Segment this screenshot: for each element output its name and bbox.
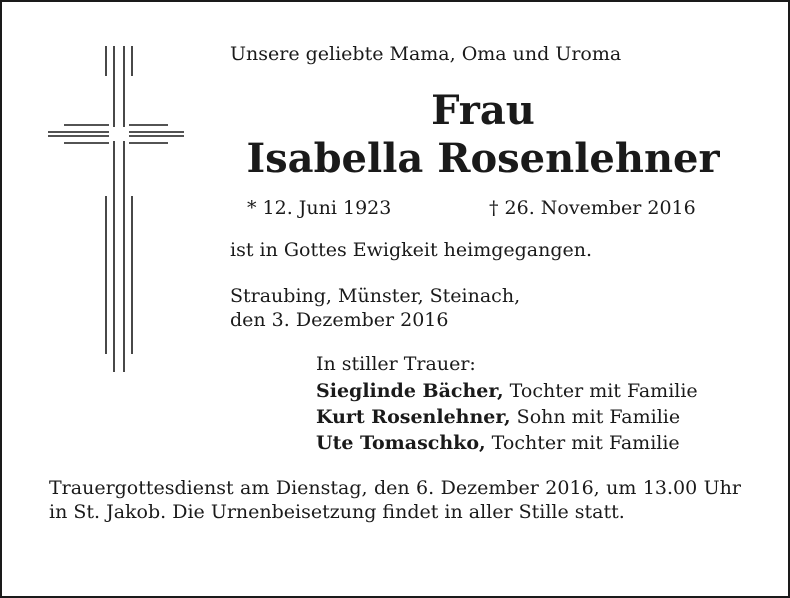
cross-icon — [48, 46, 184, 372]
mourning-intro: In stiller Trauer: — [316, 353, 476, 375]
service-text: Trauergottesdienst am Dienstag, den 6. Dezember 2016, um 13.00 Uhr in St. Jakob. Die Urnenbeisetzung findet in aller Stille statt. — [49, 477, 741, 523]
intro-text: Unsere geliebte Mama, Oma und Uroma — [230, 43, 622, 65]
mourner-name: Ute Tomaschko, — [316, 432, 486, 454]
place-line: Straubing, Münster, Steinach, — [230, 285, 521, 307]
death-date: † 26. November 2016 — [489, 197, 696, 219]
mourner-name: Sieglinde Bächer, — [316, 380, 504, 402]
mourner-row — [316, 406, 680, 429]
mourner-row — [316, 432, 680, 455]
birth-date: * 12. Juni 1923 — [247, 197, 392, 219]
name-full: Isabella Rosenlehner — [246, 135, 720, 182]
mourner-name: Kurt Rosenlehner, — [316, 406, 511, 428]
passed-text: ist in Gottes Ewigkeit heimgegangen. — [230, 239, 593, 261]
mourner-relation: Sohn mit Familie — [510, 406, 681, 428]
mourner-relation: Tochter mit Familie — [503, 380, 698, 402]
name-title: Frau — [431, 87, 535, 134]
mourner-relation: Tochter mit Familie — [485, 432, 680, 454]
date-line: den 3. Dezember 2016 — [230, 309, 449, 331]
mourner-row — [316, 380, 698, 403]
